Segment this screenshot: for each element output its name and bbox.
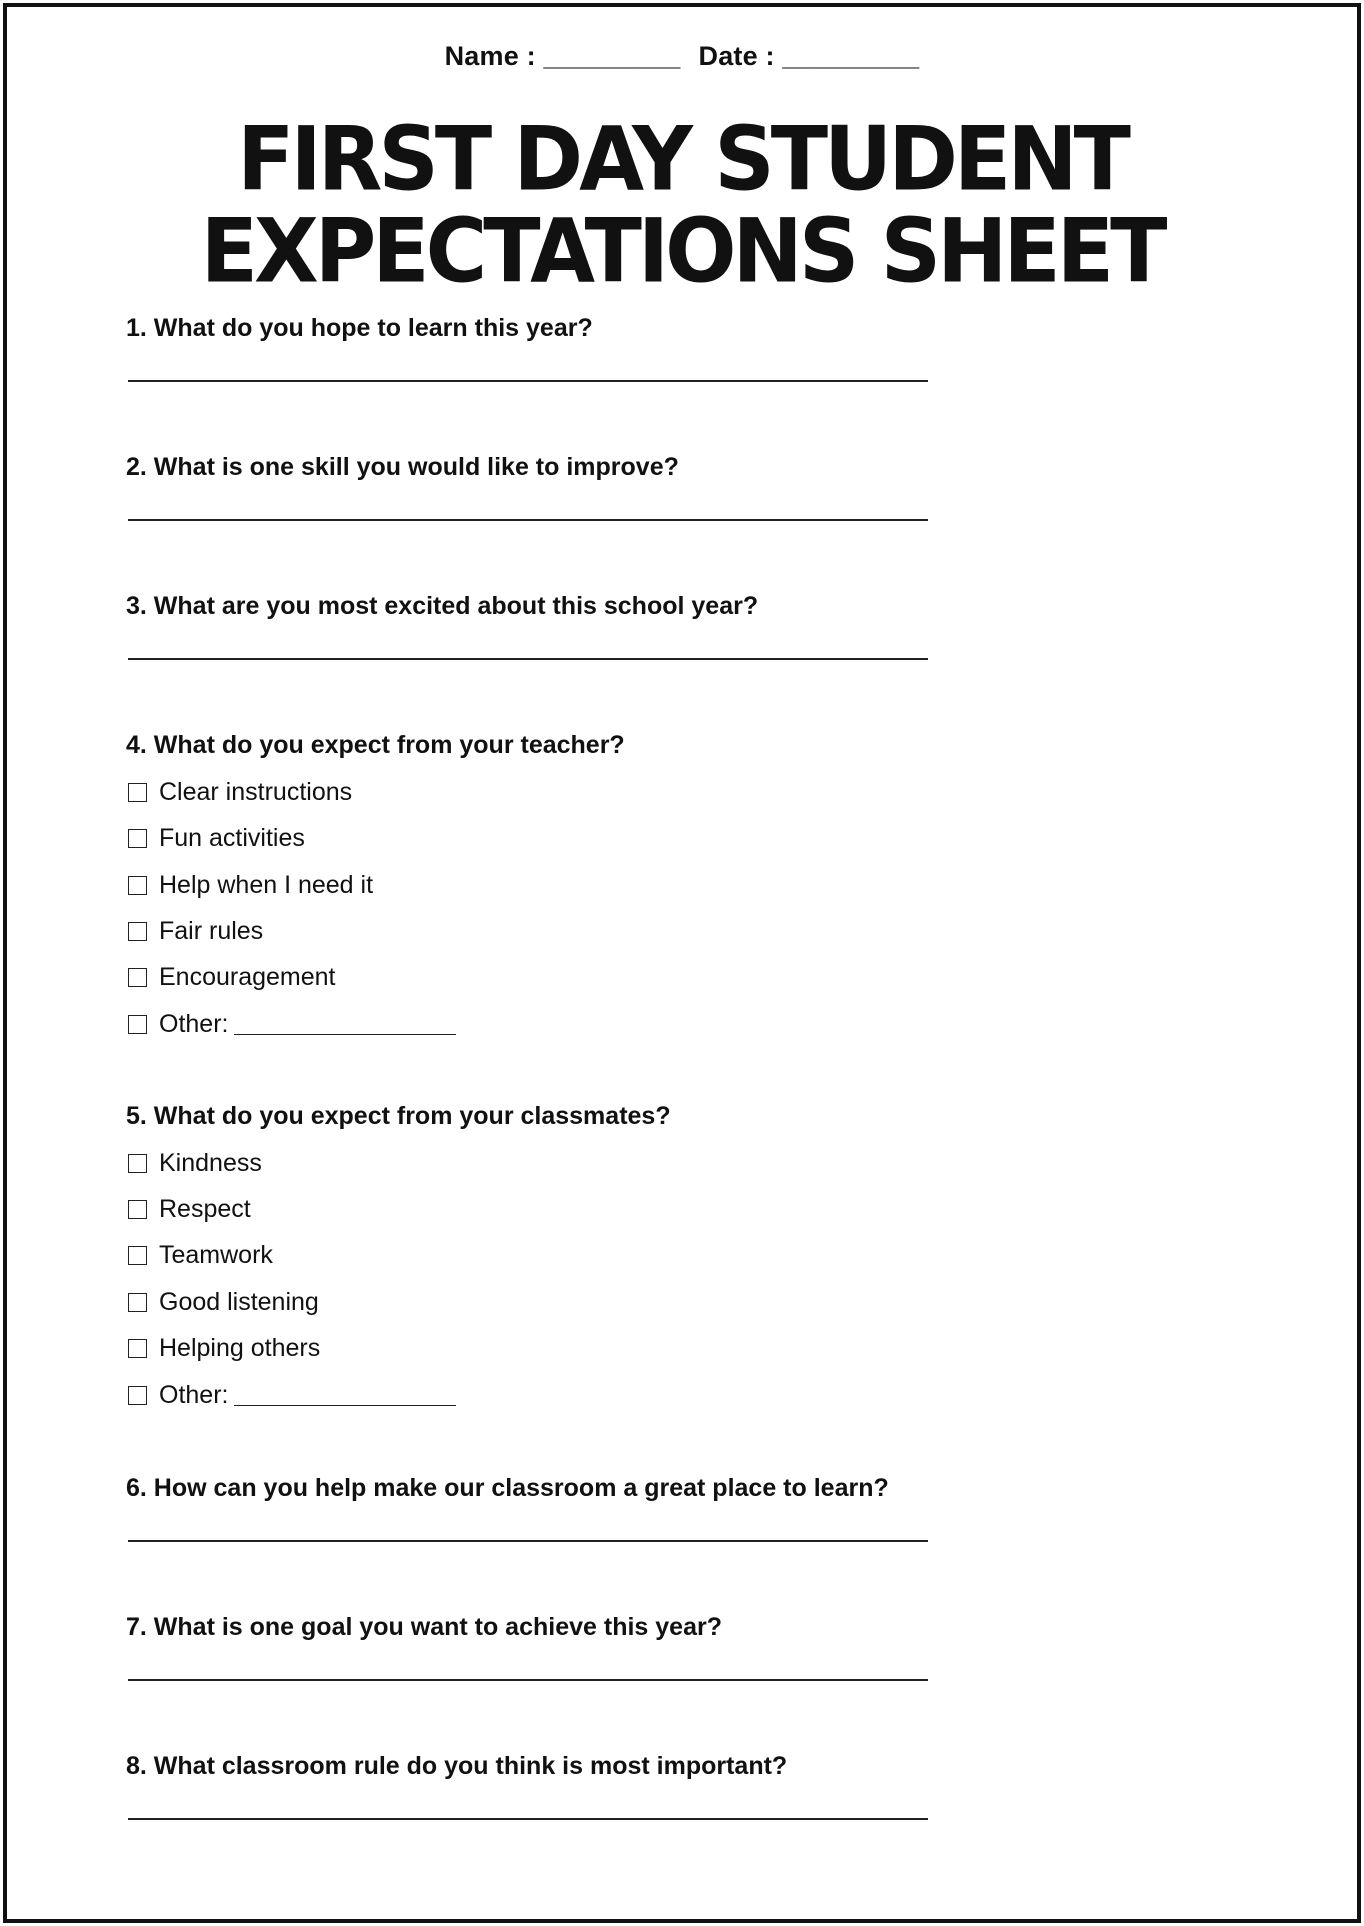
checkbox-option[interactable] (128, 824, 305, 853)
question-4: 4. What do you expect from your teacher? (126, 731, 625, 759)
answer-line-1[interactable] (128, 380, 928, 382)
checkbox-option[interactable] (128, 963, 336, 992)
option-label: Fair rules (159, 917, 264, 945)
checkbox-icon[interactable] (128, 1386, 147, 1405)
checkbox-icon[interactable] (128, 876, 147, 895)
question-1: 1. What do you hope to learn this year? (126, 314, 593, 342)
checkbox-icon[interactable] (128, 968, 147, 987)
checkbox-option[interactable] (128, 871, 373, 900)
title-line-1: FIRST DAY STUDENT (237, 107, 1127, 211)
other-blank-line[interactable] (234, 1386, 456, 1406)
answer-line-8[interactable] (128, 1818, 928, 1820)
checkbox-option[interactable] (128, 1288, 319, 1317)
checkbox-icon[interactable] (128, 1015, 147, 1034)
checkbox-option[interactable] (128, 1149, 262, 1178)
checkbox-icon[interactable] (128, 1293, 147, 1312)
checkbox-option[interactable] (128, 917, 263, 946)
answer-line-3[interactable] (128, 658, 928, 660)
question-2: 2. What is one skill you would like to improve? (126, 453, 679, 481)
title-line-2: EXPECTATIONS SHEET (200, 199, 1164, 303)
question-8: 8. What classroom rule do you think is most important? (126, 1752, 788, 1780)
checkbox-option-other[interactable] (128, 1381, 456, 1410)
checkbox-option[interactable] (128, 1241, 273, 1270)
answer-line-7[interactable] (128, 1679, 928, 1681)
name-date-header (7, 41, 1357, 72)
option-label: Good listening (159, 1288, 319, 1316)
checkbox-option-other[interactable] (128, 1010, 456, 1039)
option-label: Encouragement (159, 963, 336, 991)
question-6: 6. How can you help make our classroom a great place to learn? (126, 1474, 889, 1502)
checkbox-icon[interactable] (128, 783, 147, 802)
checkbox-icon[interactable] (128, 1154, 147, 1173)
checkbox-icon[interactable] (128, 1200, 147, 1219)
page-title (7, 107, 1357, 303)
checkbox-option[interactable] (128, 1334, 320, 1363)
option-label: Other: (159, 1381, 229, 1409)
option-label: Helping others (159, 1334, 321, 1362)
option-label: Clear instructions (159, 778, 353, 806)
option-label: Teamwork (159, 1241, 273, 1269)
checkbox-icon[interactable] (128, 1246, 147, 1265)
checkbox-icon[interactable] (128, 922, 147, 941)
name-field-label[interactable]: Name : _________ (444, 41, 681, 71)
date-field-label[interactable]: Date : _________ (698, 41, 920, 71)
answer-line-2[interactable] (128, 519, 928, 521)
option-label: Other: (159, 1010, 229, 1038)
option-label: Help when I need it (159, 871, 374, 899)
checkbox-option[interactable] (128, 778, 352, 807)
checkbox-icon[interactable] (128, 1339, 147, 1358)
checkbox-option[interactable] (128, 1195, 251, 1224)
other-blank-line[interactable] (234, 1015, 456, 1035)
option-label: Fun activities (159, 824, 305, 852)
question-3: 3. What are you most excited about this school year? (126, 592, 759, 620)
checkbox-icon[interactable] (128, 829, 147, 848)
question-7: 7. What is one goal you want to achieve this year? (126, 1613, 722, 1641)
answer-line-6[interactable] (128, 1540, 928, 1542)
worksheet-page (3, 3, 1361, 1923)
option-label: Kindness (159, 1149, 262, 1177)
question-5: 5. What do you expect from your classmates? (126, 1102, 671, 1130)
option-label: Respect (159, 1195, 251, 1223)
